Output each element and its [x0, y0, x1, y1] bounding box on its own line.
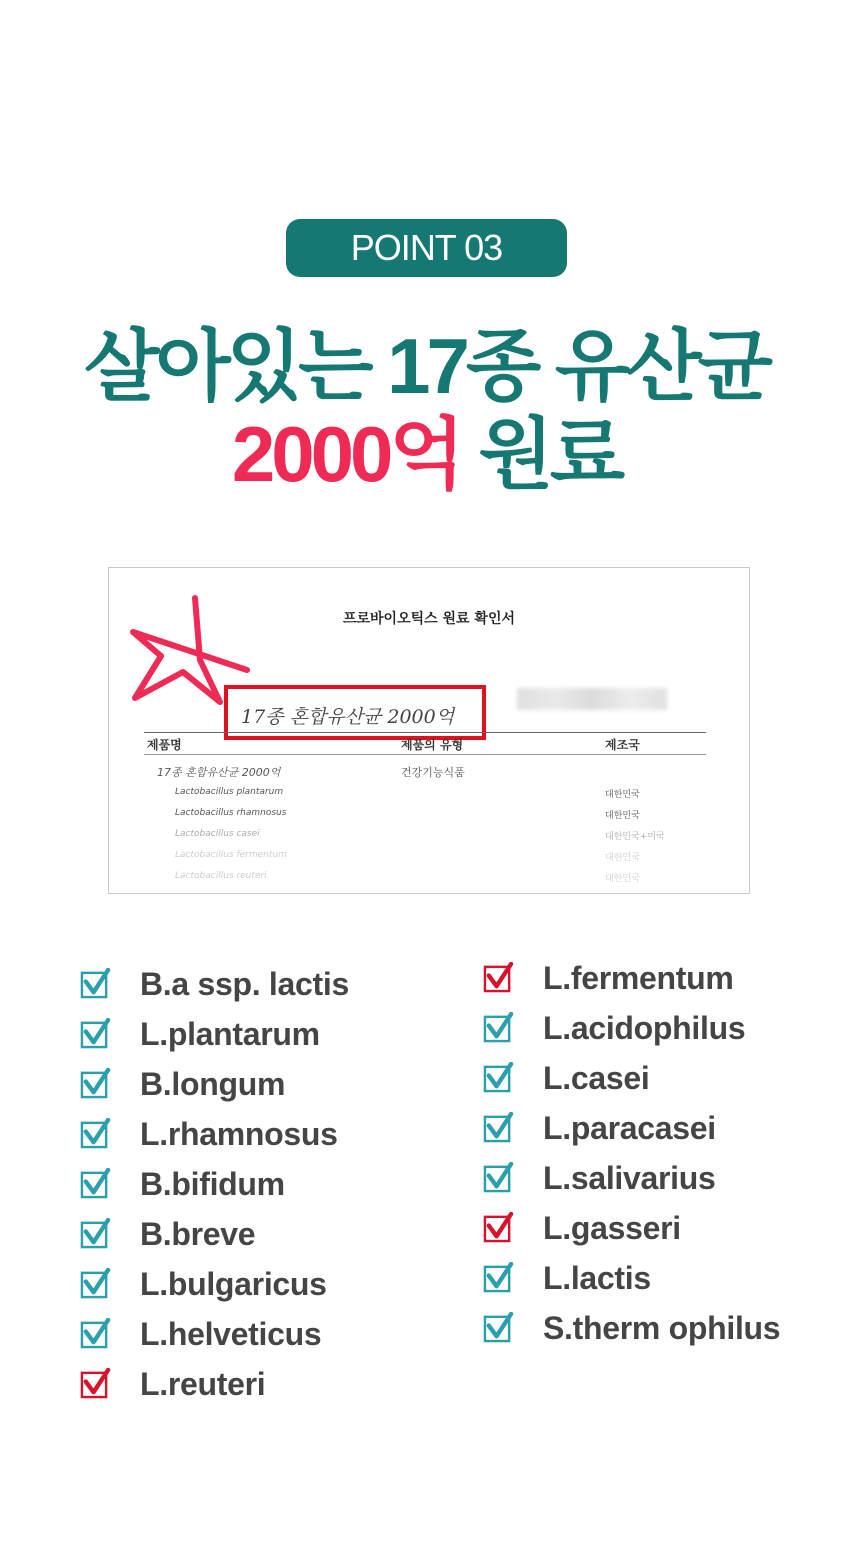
point-badge: POINT 03	[286, 219, 567, 277]
checkbox-checked-icon	[80, 1168, 111, 1199]
header-product-name: 제품명	[147, 738, 182, 752]
headline-highlight: 2000억	[231, 410, 461, 498]
checkbox-checked-icon	[80, 1318, 111, 1349]
product-name-highlighted: 17종 혼합유산균 2000억	[241, 706, 455, 728]
checkbox-checked-icon	[80, 1368, 111, 1399]
checkbox-checked-icon	[80, 1218, 111, 1249]
product-row-name: 17종 혼합유산균 2000억	[157, 766, 281, 779]
product-row-type: 건강기능식품	[401, 766, 465, 779]
checkbox-checked-icon	[483, 1112, 514, 1143]
strain-label: L.plantarum	[140, 1016, 320, 1052]
checkbox-checked-icon	[483, 1262, 514, 1293]
strain-label: L.fermentum	[543, 960, 734, 996]
ingredient-name: Lactobacillus reuteri	[175, 871, 267, 881]
strain-label: B.bifidum	[140, 1166, 285, 1202]
checkbox-checked-icon	[483, 1012, 514, 1043]
ingredient-country: 대한민국	[605, 853, 640, 863]
checkbox-checked-icon	[483, 962, 514, 993]
checkbox-checked-icon	[483, 1062, 514, 1093]
strain-label: L.bulgaricus	[140, 1266, 327, 1302]
header-country: 제조국	[605, 738, 640, 752]
ingredient-country: 대한민국	[605, 874, 640, 884]
ingredient-country: 대한민국+미국	[605, 832, 665, 842]
strain-label: L.acidophilus	[543, 1010, 746, 1046]
strain-label: L.helveticus	[140, 1316, 322, 1352]
strain-label: L.rhamnosus	[140, 1116, 338, 1152]
ingredient-name: Lactobacillus casei	[175, 829, 260, 839]
table-rule-top	[144, 732, 706, 733]
checkbox-checked-icon	[483, 1312, 514, 1343]
ingredient-name: Lactobacillus plantarum	[175, 787, 284, 797]
headline-line-2	[0, 410, 853, 498]
strain-label: L.reuteri	[140, 1366, 266, 1402]
checkbox-checked-icon	[80, 1068, 111, 1099]
ingredient-country: 대한민국	[605, 790, 640, 800]
strain-label: L.casei	[543, 1060, 650, 1096]
redacted-info	[517, 688, 667, 710]
ingredient-name: Lactobacillus fermentum	[175, 850, 287, 860]
checkbox-checked-icon	[80, 1018, 111, 1049]
ingredient-name: Lactobacillus rhamnosus	[175, 808, 287, 818]
checkbox-checked-icon	[483, 1212, 514, 1243]
certificate-document	[108, 567, 750, 894]
strain-label: L.salivarius	[543, 1160, 716, 1196]
checkbox-checked-icon	[483, 1162, 514, 1193]
headline-rest: 원료	[478, 410, 622, 498]
header-product-type: 제품의 유형	[401, 738, 464, 752]
ingredient-country: 대한민국	[605, 811, 640, 821]
checkbox-checked-icon	[80, 968, 111, 999]
checkbox-checked-icon	[80, 1118, 111, 1149]
checkbox-checked-icon	[80, 1268, 111, 1299]
table-rule-bottom	[144, 754, 706, 755]
document-title: 프로바이오틱스 원료 확인서	[342, 611, 516, 627]
strain-label: B.breve	[140, 1216, 256, 1252]
strain-label: L.paracasei	[543, 1110, 716, 1146]
strain-label: S.therm ophilus	[543, 1310, 781, 1346]
strain-label: B.a ssp. lactis	[140, 966, 349, 1002]
strain-label: B.longum	[140, 1066, 286, 1102]
strain-label: L.gasseri	[543, 1210, 681, 1246]
headline-line-1: 살아있는 17종 유산균	[84, 322, 769, 410]
strain-label: L.lactis	[543, 1260, 651, 1296]
